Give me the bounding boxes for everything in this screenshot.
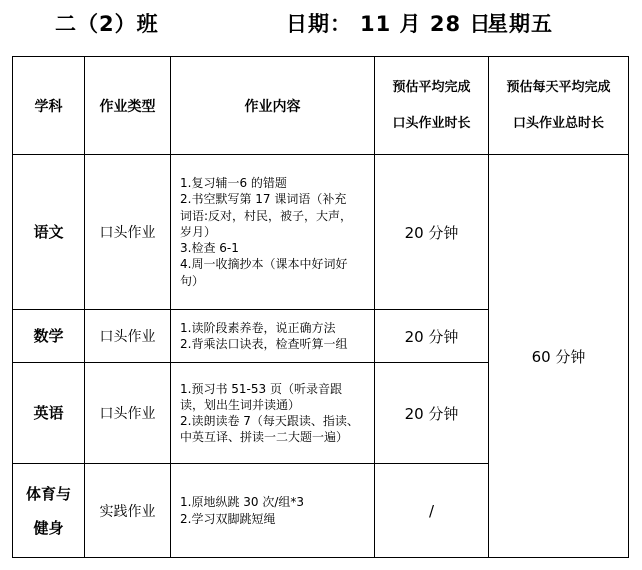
- subject-cell: 语文: [13, 155, 85, 310]
- content-cell: [171, 310, 375, 363]
- col-type-header: 作业类型: [85, 57, 171, 155]
- content-line: 词语:反对，村民，被子，大声，: [180, 208, 353, 223]
- class-name: 二（2）班: [55, 12, 159, 36]
- col-avg-duration-header: [375, 57, 489, 155]
- content-line: 2.书空默写第 17 课词语（补充: [180, 192, 347, 207]
- col-subject-header: 学科: [13, 57, 85, 155]
- subject-line: 健身: [33, 518, 64, 537]
- col-daily-total-header: [489, 57, 629, 155]
- subject-line: 体育与: [25, 484, 71, 503]
- date-label: 日期：: [286, 12, 352, 36]
- duration-cell: /: [375, 464, 489, 558]
- col-daily-total-line2: 口头作业总时长: [512, 115, 604, 131]
- col-avg-duration-line2: 口头作业时长: [392, 115, 471, 131]
- header-row: [13, 57, 629, 155]
- content-line: 读，划出生词并读通）: [180, 397, 301, 412]
- content-line: 2.读朗读卷 7（每天跟读、指读、: [180, 414, 359, 428]
- subject-cell: [13, 464, 85, 558]
- duration-cell: 20 分钟: [375, 310, 489, 363]
- weekday: 星期五: [487, 12, 553, 36]
- type-cell: 口头作业: [85, 363, 171, 464]
- duration-cell: 20 分钟: [375, 363, 489, 464]
- subject-cell: 英语: [13, 363, 85, 464]
- content-line: 岁月）: [180, 224, 217, 239]
- type-cell: 口头作业: [85, 155, 171, 310]
- col-avg-duration-line1: 预估平均完成: [392, 79, 471, 95]
- duration-cell: 20 分钟: [375, 155, 489, 310]
- content-cell: [171, 155, 375, 310]
- col-daily-total-line1: 预估每天平均完成: [506, 79, 611, 95]
- type-cell: 口头作业: [85, 310, 171, 363]
- content-cell: [171, 464, 375, 558]
- table-row: [13, 155, 629, 310]
- content-line: 1.原地纵跳 30 次/组*3: [180, 495, 305, 510]
- type-cell: 实践作业: [85, 464, 171, 558]
- date-value: 11 月 28 日: [360, 12, 492, 36]
- subject-cell: 数学: [13, 310, 85, 363]
- content-line: 句）: [180, 273, 205, 288]
- content-cell: [171, 363, 375, 464]
- content-line: 4.周一收摘抄本（课本中好词好: [180, 257, 348, 272]
- content-line: 2.背乘法口诀表，检查听算一组: [180, 337, 348, 351]
- content-line: 2.学习双脚跳短绳: [180, 511, 276, 526]
- col-content-header: 作业内容: [171, 57, 375, 155]
- content-line: 中英互译、拼读一二大题一遍）: [180, 430, 349, 445]
- content-line: 1.读阶段素养卷，说正确方法: [180, 320, 336, 335]
- total-duration-cell: 60 分钟: [489, 155, 629, 558]
- content-line: 3.检查 6-1: [180, 241, 239, 256]
- content-line: 1.预习书 51-53 页（听录音跟: [180, 381, 342, 396]
- content-line: 1.复习辅一6 的错题: [180, 176, 287, 191]
- homework-table: [12, 56, 629, 558]
